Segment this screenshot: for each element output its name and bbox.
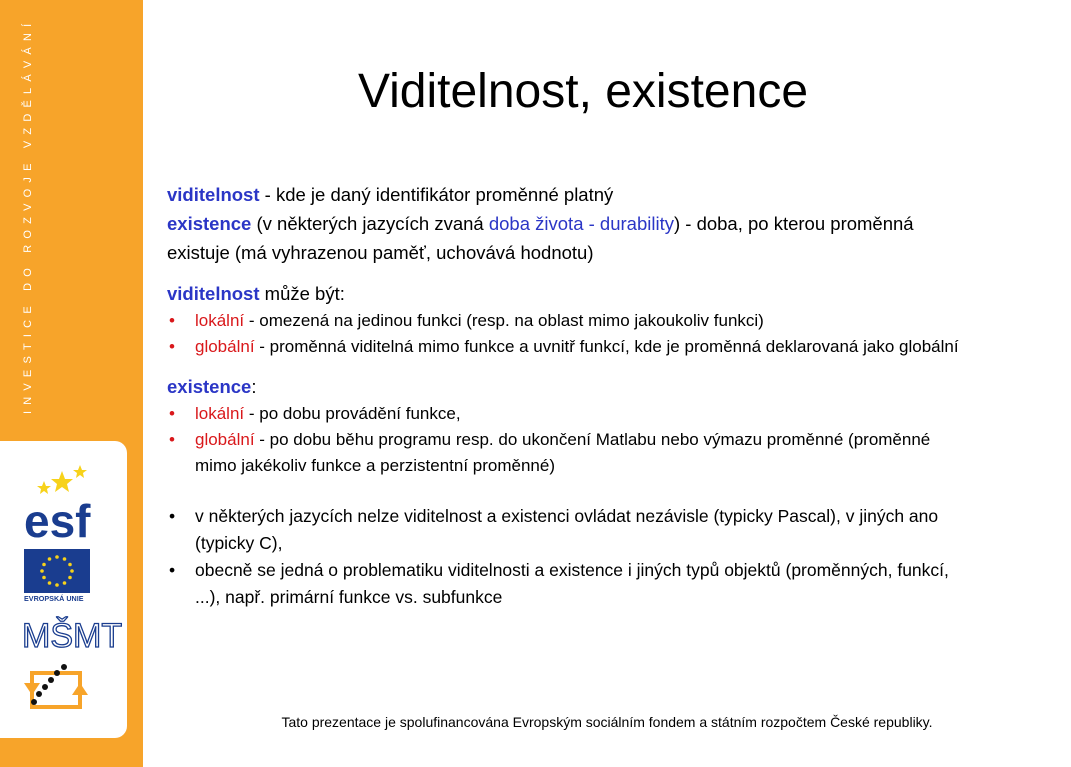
msmt-logo-text: MŠMT — [22, 617, 123, 655]
notes-list — [167, 503, 967, 611]
list-item: • globální - proměnná viditelná mimo funkce a uvnitř funkcí, kde je proměnná deklarovaná jako globální — [169, 337, 959, 356]
op-vk-logo — [24, 661, 92, 721]
list-item: • obecně se jedná o problematiku viditelnosti a existence i jiných typů objektů (proměnných, funkcí, ...), např. primární funkce vs. subfunkce — [169, 560, 949, 607]
esf-logo-text: esf — [24, 495, 91, 547]
footer-text: Tato prezentace je spolufinancována Evropským sociálním fondem a státním rozpočtem České republiky. — [281, 714, 933, 730]
eu-flag-logo — [24, 549, 90, 603]
sidebar-vertical-text: INVESTICE DO ROZVOJE VZDĚLÁVÁNÍ — [22, 18, 34, 415]
term-existence: existence — [167, 213, 252, 234]
list-item: • lokální - po dobu provádění funkce, — [169, 404, 461, 423]
term-visibility: viditelnost — [167, 184, 260, 205]
slide-title: Viditelnost, existence — [357, 65, 809, 118]
list-item: • lokální - omezená na jedinou funkci (resp. na oblast mimo jakoukoliv funkci) — [169, 311, 764, 330]
intro-line-1: viditelnost - kde je daný identifikátor proměnné platný — [167, 184, 614, 205]
existence-heading: existence: — [167, 376, 257, 397]
visibility-list — [167, 308, 967, 360]
list-item: • globální - po dobu běhu programu resp. do ukončení Matlabu nebo výmazu proměnné (proměnné mimo jakékoliv funkce a perzistentní proměnné) — [169, 430, 931, 475]
term-durability: doba života - durability — [488, 213, 674, 234]
esf-logo — [22, 463, 112, 547]
logo-panel — [0, 441, 127, 738]
intro-line-2: existence (v některých jazycích zvaná doba života - durability) - doba, po kterou proměnná existuje (má vyhrazenou paměť, uchovává hodnotu) — [167, 213, 914, 263]
visibility-heading: viditelnost může být: — [167, 283, 345, 304]
list-item: • v některých jazycích nelze viditelnost a existenci ovládat nezávisle (typicky Pascal), v jiných ano (typicky C), — [169, 506, 939, 553]
existence-list — [167, 401, 967, 479]
slide-body — [167, 180, 967, 611]
eu-flag-caption: EVROPSKÁ UNIE — [24, 594, 84, 603]
msmt-logo — [22, 609, 123, 657]
